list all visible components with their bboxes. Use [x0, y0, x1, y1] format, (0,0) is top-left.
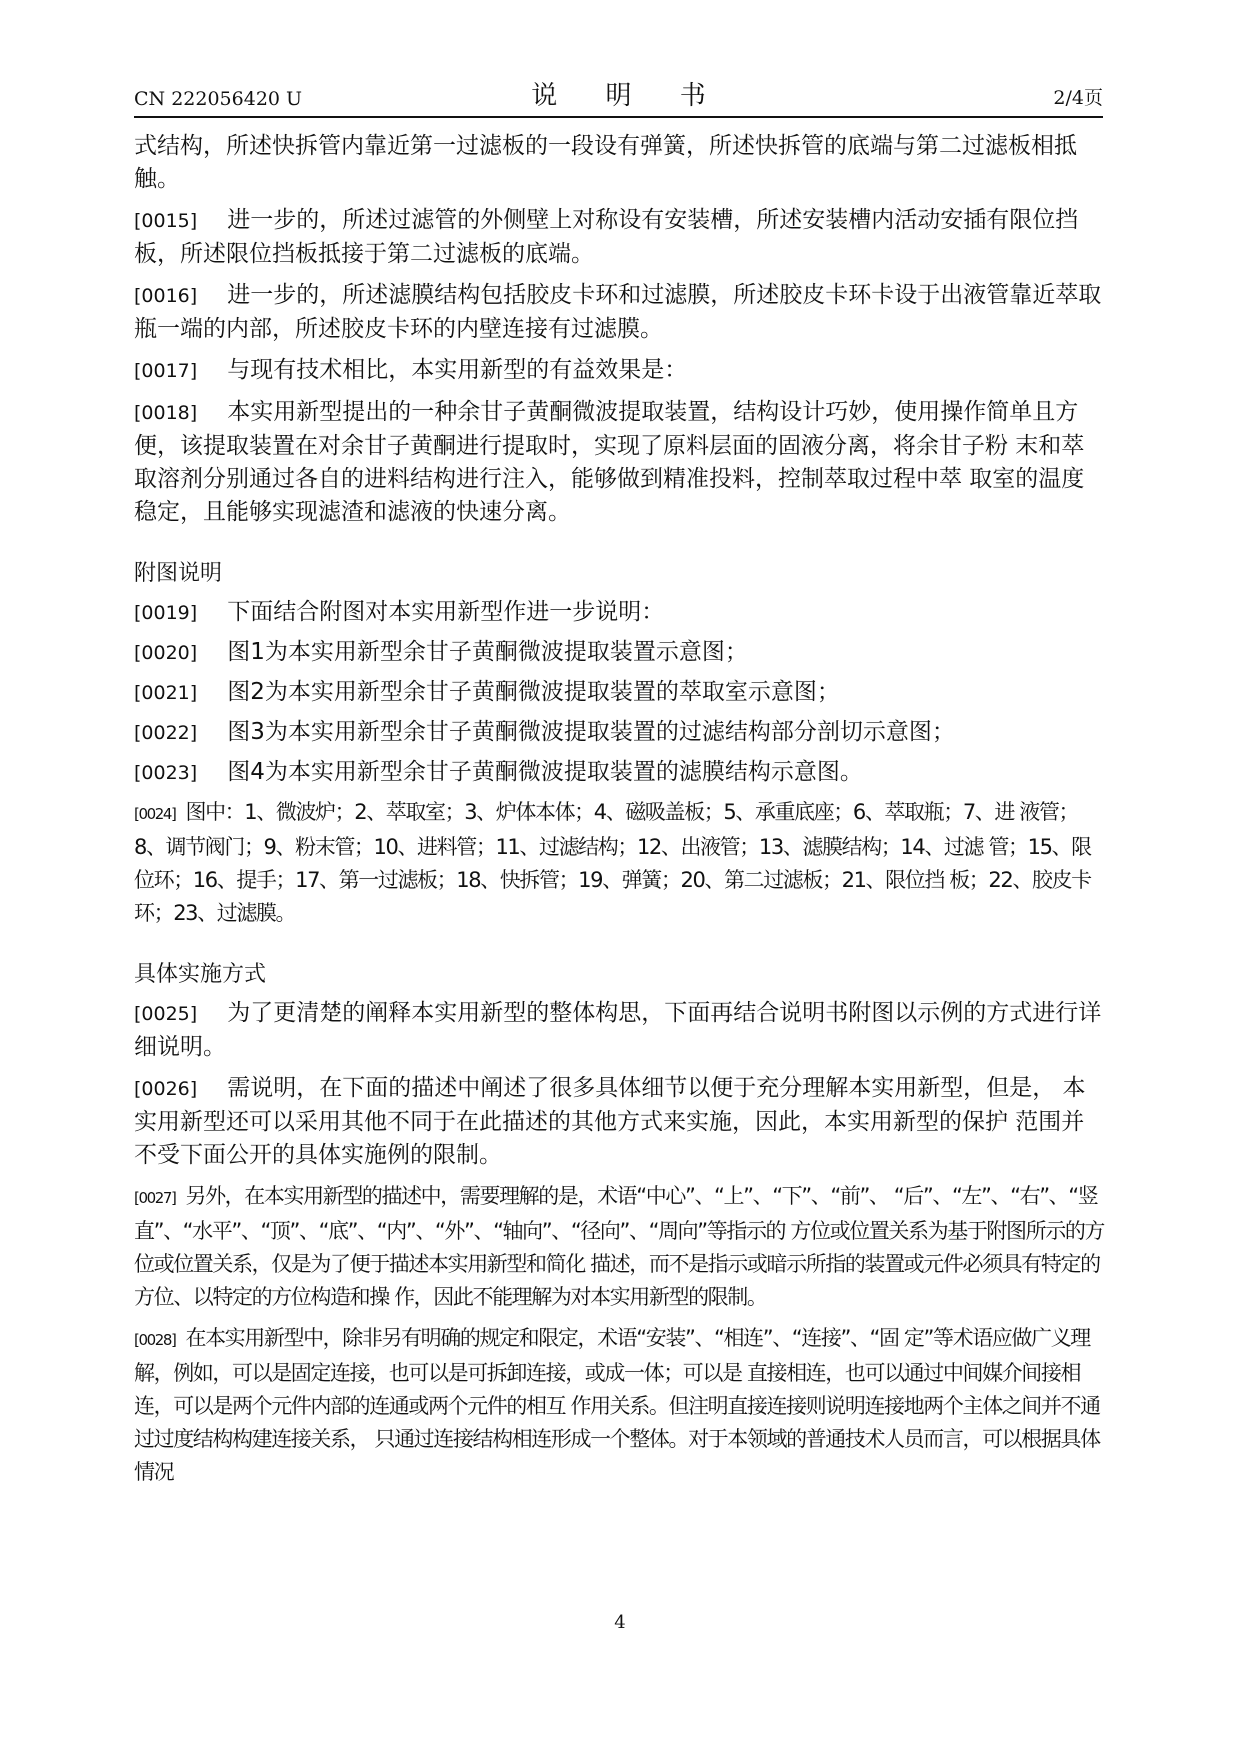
paragraph-0027: [134, 1180, 1106, 1314]
paragraph-text: 在本实用新型中，除非另有明确的规定和限定，术语“安装”、“相连”、“连接”、“固 定”等术语应做广义理解，例如，可以是固定连接，也可以是可拆卸连接，或成一体；可以是 直接相连，也可以通过中间媒介间接相连，可以是两个元件内部的连通或两个元件的相互 作用关系。但注明直接连接则说明连接地两个主体之间并不通过过度结构构建连接关系， 只通过连接结构相连形成一个整体。对于本领域的普通技术人员而言，可以根据具体情况: [134, 1326, 1100, 1484]
paragraph-0016: [134, 279, 1106, 346]
paragraph-0025: [134, 997, 1106, 1064]
paragraph-number: [0018]: [134, 402, 198, 424]
paragraph-number: [0027]: [134, 1189, 176, 1207]
paragraph-continued: [134, 130, 1106, 196]
paragraph-text: 图1为本实用新型余甘子黄酮微波提取装置示意图；: [227, 639, 748, 665]
paragraph-text: 本实用新型提出的一种余甘子黄酮微波提取装置，结构设计巧妙，使用操作简单且方便，该提取装置在对余甘子黄酮进行提取时，实现了原料层面的固液分离，将余甘子粉 末和萃取溶剂分别通过各自的进料结构进行注入，能够做到精准投料，控制萃取过程中萃 取室的温度稳定，且能够实现滤渣和滤液的快速分离。: [134, 399, 1085, 525]
document-body: [134, 130, 1106, 1497]
patent-number: CN 222056420 U: [134, 88, 303, 110]
paragraph-text: 进一步的，所述过滤管的外侧壁上对称设有安装槽，所述安装槽内活动安插有限位挡板，所述限位挡板抵接于第二过滤板的底端。: [134, 207, 1079, 267]
paragraph-number: [0017]: [134, 360, 198, 382]
paragraph-number: [0021]: [134, 682, 198, 704]
paragraph-0022: [134, 716, 1106, 750]
paragraph-number: [0025]: [134, 1003, 198, 1025]
paragraph-number: [0020]: [134, 642, 198, 664]
paragraph-text: 图4为本实用新型余甘子黄酮微波提取装置的滤膜结构示意图。: [227, 759, 863, 785]
paragraph-number: [0019]: [134, 602, 198, 624]
paragraph-number: [0026]: [134, 1078, 198, 1100]
paragraph-number: [0024]: [134, 805, 176, 823]
paragraph-0028: [134, 1322, 1106, 1489]
paragraph-text: 另外，在本实用新型的描述中，需要理解的是，术语“中心”、“上”、“下”、“前”、 “后”、“左”、“右”、“竖直”、“水平”、“顶”、“底”、“内”、“外”、“轴向”、“径向”、“周向”等指示的 方位或位置关系为基于附图所示的方位或位置关系，仅是为了便于描述本实用新型和简化 描述，而不是指示或暗示所指的装置或元件必须具有特定的方位、以特定的方位构造和操 作，因此不能理解为对本实用新型的限制。: [134, 1184, 1105, 1309]
paragraph-number: [0016]: [134, 285, 198, 307]
paragraph-0019: [134, 596, 1106, 630]
paragraph-text: 需说明，在下面的描述中阐述了很多具体细节以便于充分理解本实用新型，但是， 本实用新型还可以采用其他不同于在此描述的其他方式来实施，因此，本实用新型的保护 范围并不受下面公开的具体实施例的限制。: [134, 1075, 1086, 1168]
paragraph-text: 式结构，所述快拆管内靠近第一过滤板的一段设有弹簧，所述快拆管的底端与第二过滤板相抵触。: [134, 133, 1077, 192]
paragraph-number: [0022]: [134, 722, 198, 744]
page-number: 4: [614, 1612, 626, 1633]
paragraph-text: 进一步的，所述滤膜结构包括胶皮卡环和过滤膜，所述胶皮卡环卡设于出液管靠近萃取瓶一端的内部，所述胶皮卡环的内壁连接有过滤膜。: [134, 282, 1102, 342]
paragraph-text: 图中：1、微波炉；2、萃取室；3、炉体本体；4、磁吸盖板；5、承重底座；6、萃取瓶；7、进 液管；8、调节阀门；9、粉末管；10、进料管；11、过滤结构；12、出液管；13、滤膜结构；14、过滤 管；15、限位环；16、提手；17、第一过滤板；18、快拆管；19、弹簧；20、第二过滤板；21、限位挡 板；22、胶皮卡环；23、过滤膜。: [134, 800, 1091, 925]
paragraph-text: 下面结合附图对本实用新型作进一步说明：: [227, 599, 665, 625]
page-header: [134, 78, 1103, 118]
paragraph-0023: [134, 756, 1106, 790]
paragraph-0021: [134, 676, 1106, 710]
paragraph-0026: [134, 1072, 1106, 1172]
page-indicator: 2/4页: [1053, 87, 1103, 109]
paragraph-0015: [134, 204, 1106, 271]
paragraph-text: 图3为本实用新型余甘子黄酮微波提取装置的过滤结构部分剖切示意图；: [227, 719, 955, 745]
paragraph-number: [0023]: [134, 762, 198, 784]
paragraph-0024: [134, 796, 1106, 930]
paragraph-text: 为了更清楚的阐释本实用新型的整体构思，下面再结合说明书附图以示例的方式进行详细说明。: [134, 1000, 1102, 1060]
paragraph-text: 与现有技术相比，本实用新型的有益效果是：: [227, 357, 688, 383]
paragraph-0020: [134, 636, 1106, 670]
paragraph-number: [0028]: [134, 1331, 176, 1349]
document-title: 说 明 书: [531, 81, 726, 111]
paragraph-0018: [134, 396, 1106, 529]
paragraph-text: 图2为本实用新型余甘子黄酮微波提取装置的萃取室示意图；: [227, 679, 840, 705]
section-heading-figures: 附图说明: [134, 561, 223, 586]
paragraph-0017: [134, 354, 1106, 388]
paragraph-number: [0015]: [134, 210, 198, 232]
section-heading-embodiments: 具体实施方式: [134, 962, 267, 987]
